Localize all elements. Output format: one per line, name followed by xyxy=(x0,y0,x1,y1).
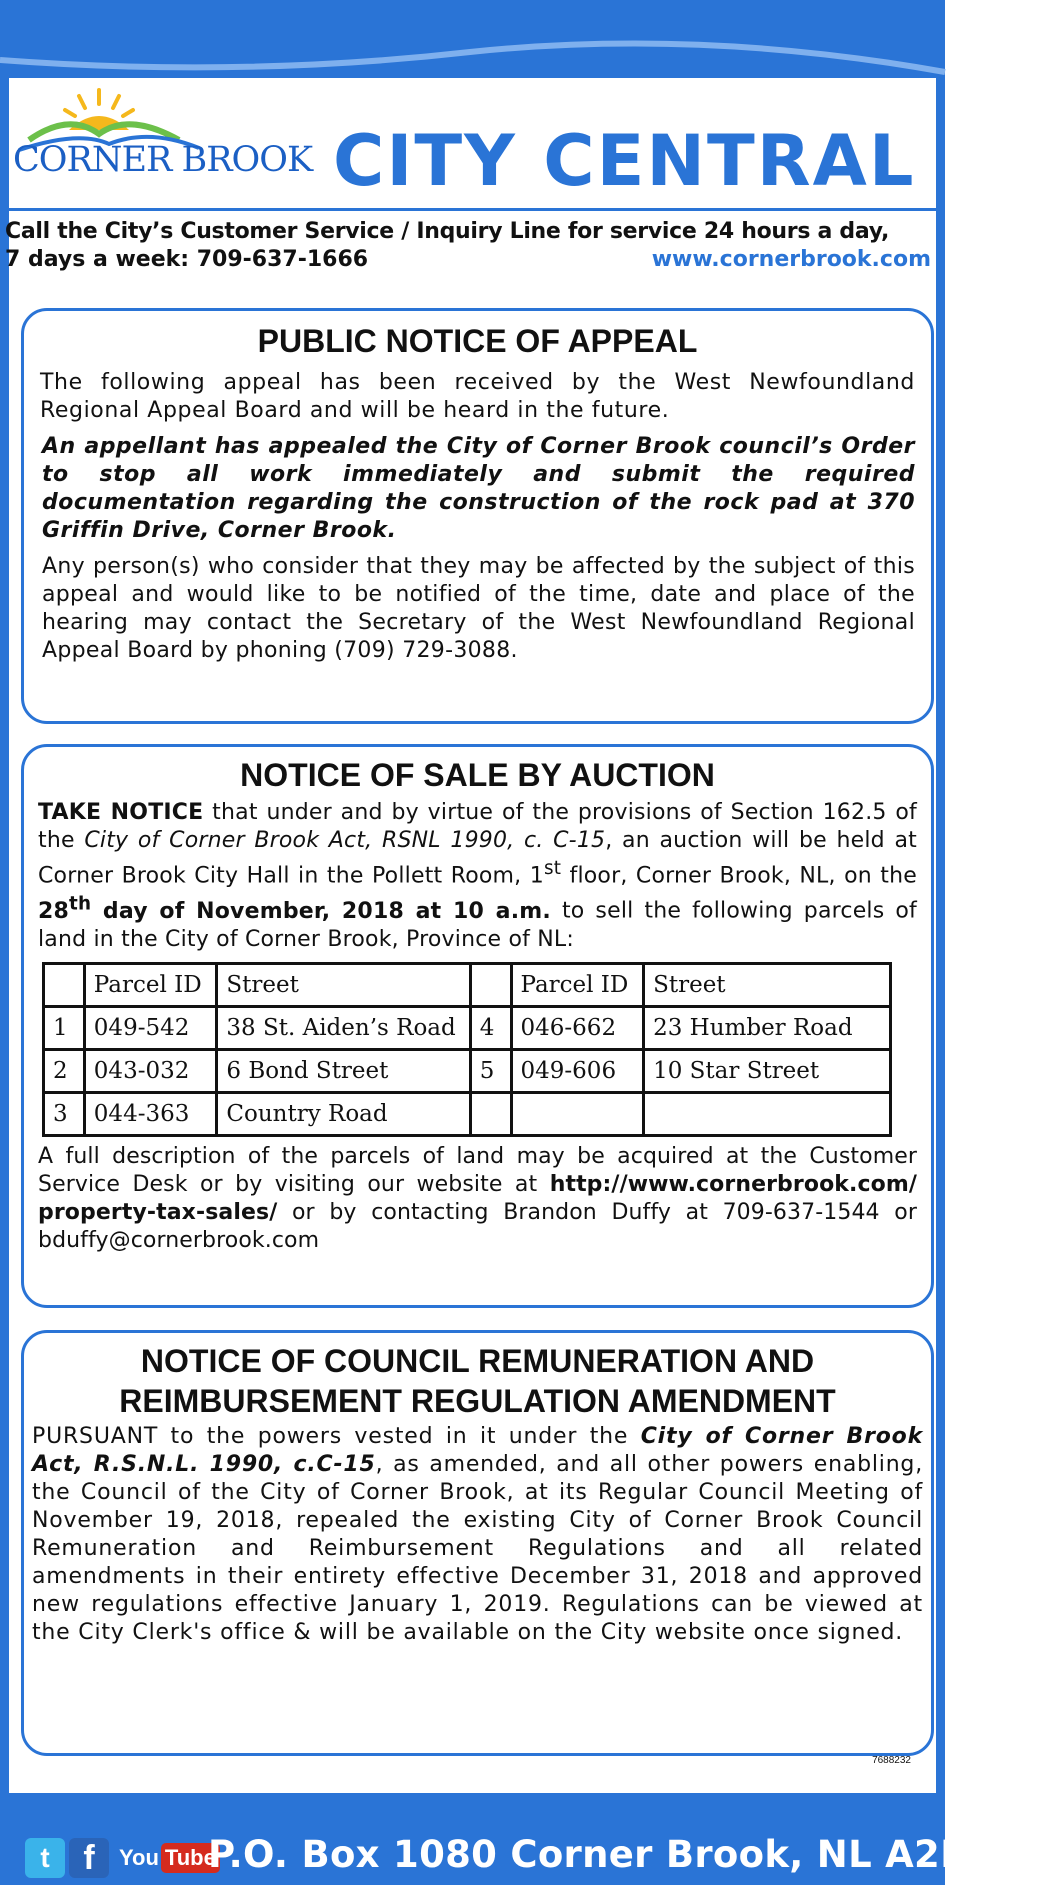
auction-text-a: that under and by virtue of the provisions of Section 162.5 of the xyxy=(38,800,917,853)
notice-appeal-box xyxy=(21,308,934,724)
auction-text-d: to sell the following parcels of land in the City of Corner Brook, Province of NL: xyxy=(38,898,917,952)
col-header-num-2 xyxy=(470,963,511,1006)
auction-day: 28 xyxy=(38,898,70,924)
footer xyxy=(0,1800,1062,1885)
cell-num: 1 xyxy=(44,1006,85,1049)
auction-text-c: floor, Corner Brook, NL, on the xyxy=(561,863,917,889)
council-act-name: City of Corner Brook Act, R.S.N.L. 1990, c.C-15 xyxy=(32,1424,924,1477)
take-notice-label: TAKE NOTICE xyxy=(38,800,204,825)
cell-parcel-id: 049-542 xyxy=(84,1006,217,1049)
auction-date-rest: day of November, 2018 at 10 a.m. xyxy=(91,898,551,924)
auction-date xyxy=(38,893,551,924)
cell-parcel-id: 043-032 xyxy=(84,1049,217,1092)
youtube-you: You xyxy=(119,1845,159,1870)
cell-street: 23 Humber Road xyxy=(644,1006,891,1049)
cell-parcel-id: 044-363 xyxy=(84,1092,217,1135)
youtube-tube: Tube xyxy=(161,1843,220,1873)
cell-parcel-id xyxy=(511,1092,644,1135)
notice-appeal-para-2: An appellant has appealed the City of Corner Brook council’s Order to stop all work immediately and submit the required documentation regarding the construction of the rock pad at 370 Griffin Drive, Corner Brook. xyxy=(42,434,915,543)
council-text-b: , as amended, and all other powers enabling, the Council of the City of Corner Brook, at its Regular Council Meeting of November 19, 2018, repealed the existing City of Corner Brook Council Remuneration and Reimbursement Regulations and all related amendments in their entirety effective December 31, 2018 and approved new regulations effective January 1, 2019. Regulations can be viewed at the City Clerk's office & will be available on the City website once signed. xyxy=(32,1452,923,1645)
notice-auction-box xyxy=(21,744,934,1308)
auction-contact-text: or by contacting Brandon Duffy at 709-637-1544 or bduffy@cornerbrook.com xyxy=(38,1199,917,1253)
auction-text-b: , an auction will be held at Corner Brook City Hall in the Pollett Room, 1 xyxy=(38,828,917,889)
table-row xyxy=(44,1092,891,1135)
logo-wordmark: CORNER BROOK xyxy=(13,140,313,180)
notice-appeal-para-1: The following appeal has been received by the West Newfoundland Regional Appeal Board and will be heard in the future. xyxy=(40,370,915,423)
notice-auction-para-2 xyxy=(38,1143,917,1255)
cell-num xyxy=(470,1092,511,1135)
website-link[interactable]: www.cornerbrook.com xyxy=(651,247,931,272)
table-header-row xyxy=(44,963,891,1006)
notice-council-title-2: REIMBURSEMENT REGULATION AMENDMENT xyxy=(119,1383,836,1419)
col-header-street-2: Street xyxy=(644,963,891,1006)
mailing-address: P.O. Box 1080 Corner Brook, NL A2H 6E1 xyxy=(208,1833,1062,1876)
cell-num: 3 xyxy=(44,1092,85,1135)
cell-street: 10 Star Street xyxy=(644,1049,891,1092)
notice-council-box xyxy=(21,1330,934,1756)
notice-appeal-para-3: Any person(s) who consider that they may be affected by the subject of this appeal and would like to be notified of the time, date and place of the hearing may contact the Secretary of the West Newfoundland Regional Appeal Board by phoning (709) 729-3088. xyxy=(42,554,915,663)
ordinal-st: st xyxy=(543,858,562,879)
ordinal-th: th xyxy=(69,893,92,915)
cell-street: Country Road xyxy=(217,1092,470,1135)
ad-number: 7688232 xyxy=(872,1755,911,1766)
col-header-num-1 xyxy=(44,963,85,1006)
content-area xyxy=(5,78,936,1793)
cell-num: 2 xyxy=(44,1049,85,1092)
table-row xyxy=(44,1049,891,1092)
facebook-icon[interactable]: f xyxy=(69,1838,109,1878)
notice-council-para xyxy=(32,1423,923,1647)
col-header-street-1: Street xyxy=(217,963,470,1006)
parcels-table xyxy=(42,962,892,1137)
masthead xyxy=(9,78,936,210)
col-header-parcel-2: Parcel ID xyxy=(511,963,644,1006)
twitter-icon[interactable]: t xyxy=(25,1838,65,1878)
col-header-parcel-1: Parcel ID xyxy=(84,963,217,1006)
youtube-icon[interactable] xyxy=(119,1843,220,1873)
council-text-a: PURSUANT to the powers vested in it under the xyxy=(32,1424,641,1449)
social-links xyxy=(25,1838,220,1878)
auction-desc-text: A full description of the parcels of land may be acquired at the Customer Service Desk or by visiting our website at xyxy=(38,1143,917,1197)
notice-appeal-title: PUBLIC NOTICE OF APPEAL xyxy=(257,323,698,359)
cell-num: 4 xyxy=(470,1006,511,1049)
cell-street: 6 Bond Street xyxy=(217,1049,470,1092)
property-tax-sales-link[interactable]: http://www.cornerbrook.com/ property-tax-sales/ xyxy=(38,1171,917,1225)
auction-act-name: City of Corner Brook Act, RSNL 1990, c. C-15 xyxy=(84,828,606,853)
notice-auction-title: NOTICE OF SALE BY AUCTION xyxy=(240,757,715,793)
service-line-1: Call the City’s Customer Service / Inquiry Line for service 24 hours a day, xyxy=(5,219,890,244)
notice-auction-para-1 xyxy=(38,799,917,954)
table-row xyxy=(44,1006,891,1049)
notice-council-title-1: NOTICE OF COUNCIL REMUNERATION AND xyxy=(140,1343,815,1379)
cell-parcel-id: 049-606 xyxy=(511,1049,644,1092)
customer-service-info xyxy=(5,218,931,274)
cell-num: 5 xyxy=(470,1049,511,1092)
cell-parcel-id: 046-662 xyxy=(511,1006,644,1049)
cell-street: 38 St. Aiden’s Road xyxy=(217,1006,470,1049)
page-title: CITY CENTRAL xyxy=(333,120,916,202)
service-line-2: 7 days a week: 709-637-1666 xyxy=(5,247,369,272)
corner-brook-logo xyxy=(9,82,329,192)
cell-street xyxy=(644,1092,891,1135)
header-divider xyxy=(9,208,936,211)
